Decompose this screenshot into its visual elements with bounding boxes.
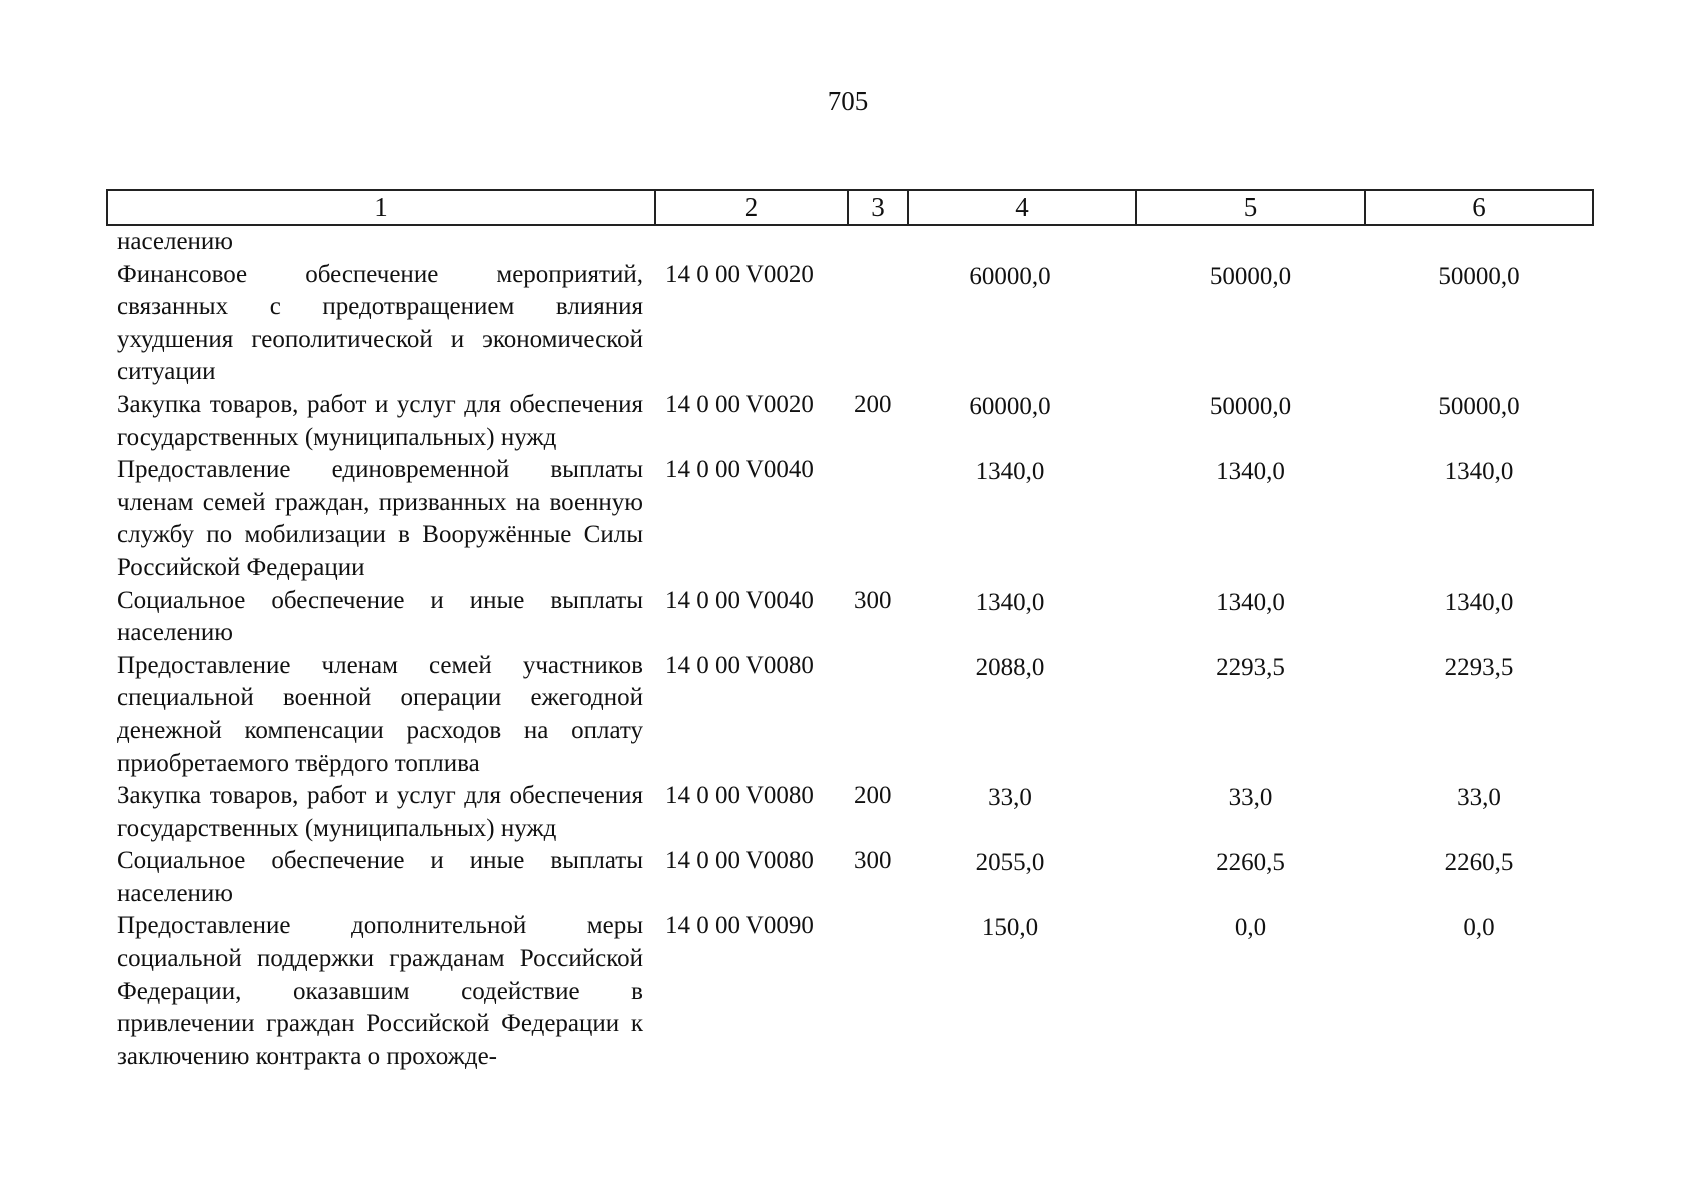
header-col-1: 1 xyxy=(107,190,655,225)
row-code: 14 0 00 V0040 xyxy=(665,456,814,484)
row-type xyxy=(848,650,908,780)
row-type xyxy=(848,910,908,1073)
row-code: 14 0 00 V0040 xyxy=(665,586,814,614)
header-row xyxy=(107,190,1593,225)
row-value-6: 1340,0 xyxy=(1444,588,1514,616)
row-type xyxy=(848,225,908,259)
row-value-6 xyxy=(1365,225,1593,259)
row-code: 14 0 00 V0080 xyxy=(665,847,814,875)
table-row xyxy=(107,259,1593,389)
table-row xyxy=(107,845,1593,910)
budget-table xyxy=(106,189,1594,1073)
table-row xyxy=(107,650,1593,780)
row-value-6: 2260,5 xyxy=(1444,849,1514,877)
row-value-4: 60000,0 xyxy=(969,262,1051,290)
row-value-5: 50000,0 xyxy=(1209,392,1292,420)
row-value-6: 1340,0 xyxy=(1444,458,1514,486)
page-number: 705 xyxy=(827,86,869,116)
row-value-4: 1340,0 xyxy=(975,588,1045,616)
row-type xyxy=(848,454,908,584)
row-value-5: 2293,5 xyxy=(1216,653,1285,681)
table-row xyxy=(107,389,1593,454)
row-name: Предоставление членам семей участников специальной военной операции ежегодной денежной компенсации расходов на оплату приобретаемого твёрдого топлива xyxy=(117,651,643,777)
row-name: населению xyxy=(117,228,233,255)
row-value-6: 2293,5 xyxy=(1444,653,1514,681)
row-value-4 xyxy=(908,225,1136,259)
row-value-4: 2088,0 xyxy=(975,653,1045,681)
row-value-5: 2260,5 xyxy=(1216,849,1285,877)
row-type: 300 xyxy=(854,586,892,614)
row-value-5: 50000,0 xyxy=(1209,262,1292,290)
header-col-4: 4 xyxy=(908,190,1136,225)
row-type: 200 xyxy=(854,390,892,418)
table-header xyxy=(107,190,1593,225)
row-value-4: 33,0 xyxy=(988,784,1032,812)
header-col-2: 2 xyxy=(655,190,848,225)
row-code: 14 0 00 V0020 xyxy=(665,390,814,418)
row-value-6: 50000,0 xyxy=(1438,392,1520,420)
row-code xyxy=(655,225,848,259)
row-code: 14 0 00 V0020 xyxy=(665,260,814,288)
header-col-5: 5 xyxy=(1136,190,1365,225)
row-value-4: 60000,0 xyxy=(969,392,1051,420)
row-value-5: 1340,0 xyxy=(1216,588,1285,616)
row-code: 14 0 00 V0090 xyxy=(665,912,814,940)
row-type: 200 xyxy=(854,782,892,810)
header-col-3: 3 xyxy=(848,190,908,225)
table-row xyxy=(107,454,1593,584)
row-code: 14 0 00 V0080 xyxy=(665,651,814,679)
row-value-4: 150,0 xyxy=(981,914,1039,942)
row-type: 300 xyxy=(854,847,892,875)
table-row xyxy=(107,780,1593,845)
row-type xyxy=(848,259,908,389)
row-name: Закупка товаров, работ и услуг для обеспечения государственных (муниципальных) нужд xyxy=(117,390,643,451)
row-value-5: 33,0 xyxy=(1228,784,1273,812)
row-name: Закупка товаров, работ и услуг для обеспечения государственных (муниципальных) нужд xyxy=(117,782,643,842)
row-value-4: 2055,0 xyxy=(975,849,1045,877)
budget-table-container xyxy=(106,189,1592,1073)
row-name: Социальное обеспечение и иные выплаты населению xyxy=(117,847,643,907)
row-name: Социальное обеспечение и иные выплаты населению xyxy=(117,586,643,647)
row-value-5: 0,0 xyxy=(1234,914,1267,942)
row-code: 14 0 00 V0080 xyxy=(665,782,814,810)
row-value-4: 1340,0 xyxy=(975,458,1045,486)
table-row xyxy=(107,910,1593,1073)
row-value-5: 1340,0 xyxy=(1216,458,1285,486)
row-value-6: 33,0 xyxy=(1457,784,1501,812)
row-name: Предоставление дополнительной меры социальной поддержки гражданам Российской Федерации, оказавшим содействие в привлечении граждан Российской Федерации к заключению контракта о прохожде- xyxy=(117,912,643,1070)
table-body xyxy=(107,225,1593,1073)
row-value-6: 0,0 xyxy=(1463,914,1495,942)
table-row xyxy=(107,225,1593,259)
row-value-6: 50000,0 xyxy=(1438,262,1520,290)
table-row xyxy=(107,585,1593,650)
row-name: Финансовое обеспечение мероприятий, связанных с предотвращением влияния ухудшения геополитической и экономической ситуации xyxy=(117,260,643,386)
row-name: Предоставление единовременной выплаты членам семей граждан, призванных на военную службу по мобилизации в Вооружённые Силы Российской Федерации xyxy=(117,456,643,581)
row-value-5 xyxy=(1136,225,1365,259)
header-col-6: 6 xyxy=(1365,190,1593,225)
